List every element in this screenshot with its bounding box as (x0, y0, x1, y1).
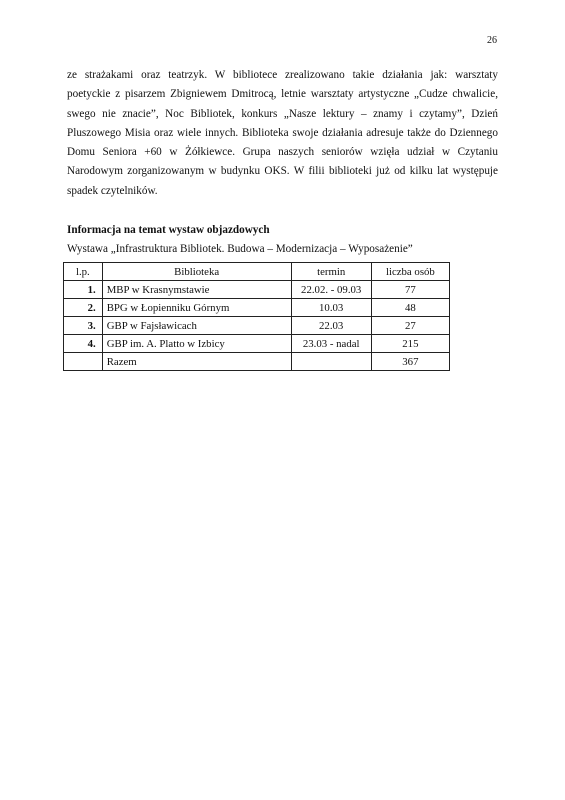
cell-count: 27 (371, 317, 449, 335)
cell-library: BPG w Łopienniku Górnym (102, 299, 291, 317)
table-row (64, 317, 450, 335)
cell-lp: 2. (64, 299, 103, 317)
cell-library: MBP w Krasnymstawie (102, 281, 291, 299)
header-lp: l.p. (64, 263, 103, 281)
body-paragraph (67, 66, 498, 201)
total-label: Razem (102, 353, 291, 371)
header-term: termin (291, 263, 371, 281)
cell-count: 77 (371, 281, 449, 299)
total-count: 367 (371, 353, 449, 371)
cell-library: GBP im. A. Platto w Izbicy (102, 335, 291, 353)
cell-lp (64, 353, 103, 371)
paragraph-line: Domu Seniora +60 w Żółkiewce. Grupa naszych seniorów wzięła udział w Czytaniu (67, 146, 498, 159)
table-row (64, 299, 450, 317)
table-header-row (64, 263, 450, 281)
paragraph-line: ze strażakami oraz teatrzyk. W bibliotece zrealizowano takie działania jak: warsztaty (67, 69, 498, 81)
paragraph-line: spadek czytelników. (67, 184, 158, 197)
cell-term: 22.02. - 09.03 (291, 281, 371, 299)
paragraph-line: Narodowym zorganizowanym w budynku OKS. W filii biblioteki już od kilku lat występuje (67, 165, 498, 178)
cell-count: 48 (371, 299, 449, 317)
cell-term: 23.03 - nadal (291, 335, 371, 353)
cell-term: 10.03 (291, 299, 371, 317)
cell-lp: 3. (64, 317, 103, 335)
page-number: 26 (487, 35, 497, 46)
cell-lp: 1. (64, 281, 103, 299)
cell-term (291, 353, 371, 371)
cell-count: 215 (371, 335, 449, 353)
paragraph-line: poetyckie z pisarzem Zbigniewem Dmitrocą, letnie warsztaty artystyczne „Cudze chwalicie, (67, 88, 498, 101)
table-row (64, 281, 450, 299)
cell-term: 22.03 (291, 317, 371, 335)
header-count: liczba osób (371, 263, 449, 281)
section-heading: Informacja na temat wystaw objazdowych (67, 224, 270, 236)
paragraph-line: Pluszowego Misia oraz wiele innych. Biblioteka swoje działania adresuje także do Dziennego (67, 126, 498, 139)
exhibitions-table (63, 262, 450, 371)
cell-lp: 4. (64, 335, 103, 353)
table-row (64, 335, 450, 353)
header-library: Biblioteka (102, 263, 291, 281)
paragraph-line: swego nie znacie”, Noc Bibliotek, konkurs „Nasze lektury – znamy i czytamy”, Dzień (67, 107, 498, 120)
table-total-row (64, 353, 450, 371)
exhibition-title: Wystawa „Infrastruktura Bibliotek. Budowa – Modernizacja – Wyposażenie” (67, 243, 413, 255)
cell-library: GBP w Fajsławicach (102, 317, 291, 335)
